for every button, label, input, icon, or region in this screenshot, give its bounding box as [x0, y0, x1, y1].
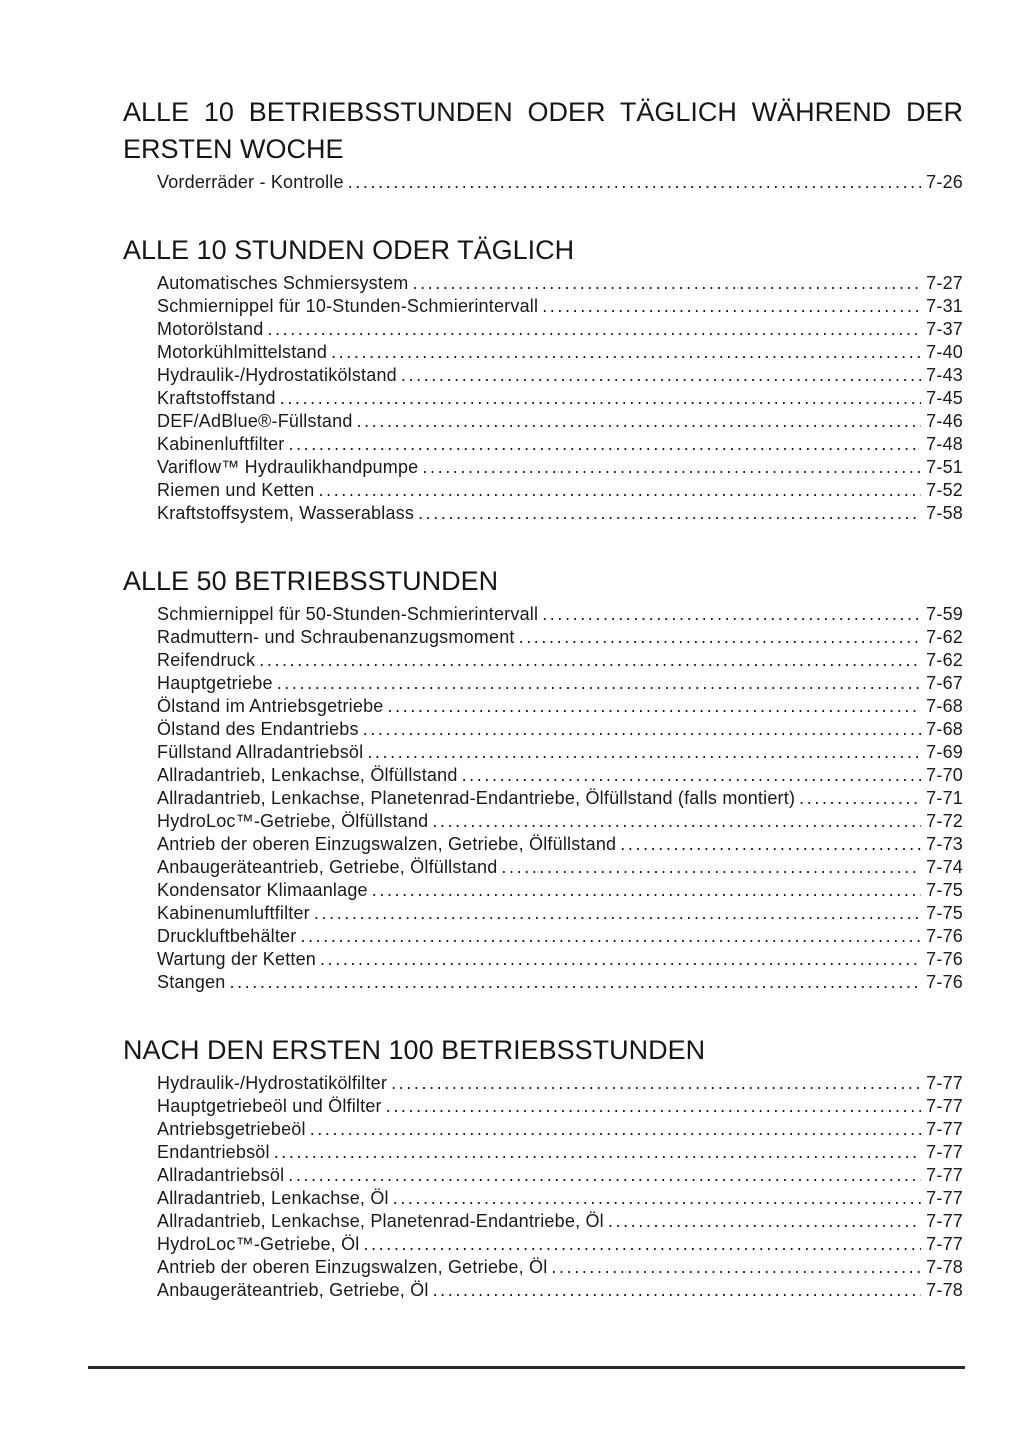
toc-entry-page: 7-27 — [926, 273, 963, 293]
toc-entry-label: Automatisches Schmiersystem — [157, 273, 409, 293]
dot-leader — [288, 433, 921, 456]
dot-leader — [401, 364, 921, 387]
toc-entry-page: 7-72 — [926, 811, 963, 831]
toc-entry — [157, 433, 963, 456]
toc-entry-page: 7-46 — [926, 411, 963, 431]
toc-entry — [157, 925, 963, 948]
toc-entry-label: Druckluftbehälter — [157, 926, 297, 946]
toc-entry — [157, 603, 963, 626]
dot-leader — [551, 1256, 921, 1279]
toc-entry — [157, 879, 963, 902]
toc-entry-label: Allradantrieb, Lenkachse, Ölfüllstand — [157, 765, 458, 785]
toc-entry-label: Allradantrieb, Lenkachse, Planetenrad-Endantriebe, Ölfüllstand (falls montiert) — [157, 788, 796, 808]
toc-entry — [157, 1072, 963, 1095]
toc-entry — [157, 341, 963, 364]
toc-entry — [157, 1210, 963, 1233]
toc-entry-page: 7-76 — [926, 972, 963, 992]
toc-entry — [157, 364, 963, 387]
toc-entry — [157, 1118, 963, 1141]
toc-entry — [157, 764, 963, 787]
toc-entry-label: Schmiernippel für 50-Stunden-Schmierintervall — [157, 604, 539, 624]
section-title-line: ALLE 10 STUNDEN ODER TÄGLICH — [123, 235, 575, 265]
dot-leader — [367, 741, 921, 764]
toc-entry — [157, 272, 963, 295]
toc-entry-label: Stangen — [157, 972, 226, 992]
toc-entry-page: 7-77 — [926, 1188, 963, 1208]
dot-leader — [300, 925, 921, 948]
toc-entry-label: Endantriebsöl — [157, 1142, 270, 1162]
toc-entry-label: HydroLoc™-Getriebe, Ölfüllstand — [157, 811, 429, 831]
toc-entry — [157, 787, 963, 810]
dot-leader — [288, 1164, 921, 1187]
toc-entry-page: 7-77 — [926, 1165, 963, 1185]
dot-leader — [542, 295, 921, 318]
toc-entry-page: 7-62 — [926, 650, 963, 670]
toc-entry — [157, 410, 963, 433]
toc-entry — [157, 1164, 963, 1187]
toc-entry-label: Kraftstoffstand — [157, 388, 276, 408]
dot-leader — [363, 1233, 921, 1256]
toc-entry-page: 7-77 — [926, 1211, 963, 1231]
toc-entry-page: 7-43 — [926, 365, 963, 385]
toc-entry-page: 7-77 — [926, 1096, 963, 1116]
toc-entry-page: 7-59 — [926, 604, 963, 624]
toc-entry — [157, 1141, 963, 1164]
toc-entry-page: 7-70 — [926, 765, 963, 785]
toc-entry — [157, 810, 963, 833]
toc-entry-label: Reifendruck — [157, 650, 256, 670]
dot-leader — [432, 810, 921, 833]
toc-entry-label: Anbaugeräteantrieb, Getriebe, Öl — [157, 1280, 429, 1300]
toc-list — [123, 171, 963, 194]
toc-entry-label: Antriebsgetriebeöl — [157, 1119, 306, 1139]
toc-entry-label: Schmiernippel für 10-Stunden-Schmierintervall — [157, 296, 539, 316]
dot-leader — [620, 833, 921, 856]
toc-section — [123, 94, 963, 194]
section-title-line: ALLE 10 BETRIEBSSTUNDEN ODER TÄGLICH WÄHREND DER — [123, 97, 963, 127]
toc-entry — [157, 971, 963, 994]
toc-entry-page: 7-68 — [926, 719, 963, 739]
toc-entry-label: Variflow™ Hydraulikhandpumpe — [157, 457, 419, 477]
toc-entry-label: DEF/AdBlue®-Füllstand — [157, 411, 353, 431]
dot-leader — [314, 902, 921, 925]
toc-entry-page: 7-74 — [926, 857, 963, 877]
dot-leader — [348, 171, 921, 194]
dot-leader — [372, 879, 921, 902]
toc-entry-label: Allradantrieb, Lenkachse, Öl — [157, 1188, 389, 1208]
dot-leader — [388, 695, 922, 718]
dot-leader — [608, 1210, 921, 1233]
toc-entry-page: 7-75 — [926, 903, 963, 923]
toc-list — [123, 603, 963, 994]
toc-entry-label: Allradantrieb, Lenkachse, Planetenrad-Endantriebe, Öl — [157, 1211, 604, 1231]
toc-entry — [157, 502, 963, 525]
toc-entry-label: Allradantriebsöl — [157, 1165, 285, 1185]
toc-entry-label: Antrieb der oberen Einzugswalzen, Getriebe, Öl — [157, 1257, 548, 1277]
dot-leader — [277, 672, 921, 695]
section-title-line: ERSTEN WOCHE — [123, 134, 344, 164]
toc-entry-label: Kraftstoffsystem, Wasserablass — [157, 503, 415, 523]
dot-leader — [319, 479, 922, 502]
dot-leader — [799, 787, 921, 810]
dot-leader — [331, 341, 921, 364]
toc-entry-label: Riemen und Ketten — [157, 480, 315, 500]
toc-entry — [157, 649, 963, 672]
toc-entry-page: 7-77 — [926, 1073, 963, 1093]
toc-entry-page: 7-51 — [926, 457, 963, 477]
dot-leader — [320, 948, 921, 971]
toc-entry-page: 7-40 — [926, 342, 963, 362]
dot-leader — [363, 718, 921, 741]
section-title-line: ALLE 50 BETRIEBSSTUNDEN — [123, 566, 499, 596]
toc-entry — [157, 741, 963, 764]
toc-entry-page: 7-48 — [926, 434, 963, 454]
toc-entry-label: Anbaugeräteantrieb, Getriebe, Ölfüllstand — [157, 857, 498, 877]
toc-entry-label: Antrieb der oberen Einzugswalzen, Getriebe, Ölfüllstand — [157, 834, 617, 854]
toc-entry-label: HydroLoc™-Getriebe, Öl — [157, 1234, 360, 1254]
toc-entry-page: 7-68 — [926, 696, 963, 716]
toc-list — [123, 1072, 963, 1302]
dot-leader — [386, 1095, 921, 1118]
toc-entry-label: Kondensator Klimaanlage — [157, 880, 368, 900]
toc-entry — [157, 1279, 963, 1302]
toc-entry-page: 7-77 — [926, 1234, 963, 1254]
toc-entry — [157, 718, 963, 741]
dot-leader — [462, 764, 922, 787]
toc-entry-label: Füllstand Allradantriebsöl — [157, 742, 364, 762]
toc-entry — [157, 479, 963, 502]
toc-entry-page: 7-73 — [926, 834, 963, 854]
toc-section — [123, 563, 963, 994]
toc-list — [123, 272, 963, 525]
dot-leader — [501, 856, 921, 879]
toc-content — [123, 94, 963, 1340]
toc-entry — [157, 1233, 963, 1256]
dot-leader — [542, 603, 921, 626]
toc-entry-label: Hydraulik-/Hydrostatikölstand — [157, 365, 397, 385]
toc-entry-label: Hauptgetriebe — [157, 673, 273, 693]
toc-entry — [157, 387, 963, 410]
toc-entry-label: Vorderräder - Kontrolle — [157, 172, 344, 192]
dot-leader — [412, 272, 921, 295]
toc-entry — [157, 1187, 963, 1210]
toc-entry-page: 7-78 — [926, 1280, 963, 1300]
toc-section — [123, 1032, 963, 1302]
dot-leader — [357, 410, 922, 433]
toc-entry-page: 7-37 — [926, 319, 963, 339]
dot-leader — [280, 387, 921, 410]
dot-leader — [310, 1118, 921, 1141]
toc-entry — [157, 948, 963, 971]
toc-section — [123, 232, 963, 525]
footer-divider — [88, 1366, 965, 1369]
dot-leader — [393, 1187, 921, 1210]
section-title-line: NACH DEN ERSTEN 100 BETRIEBSSTUNDEN — [123, 1035, 706, 1065]
section-title — [123, 232, 963, 269]
toc-entry-page: 7-62 — [926, 627, 963, 647]
toc-entry-label: Kabinenumluftfilter — [157, 903, 310, 923]
toc-entry-page: 7-77 — [926, 1119, 963, 1139]
toc-entry-page: 7-69 — [926, 742, 963, 762]
dot-leader — [391, 1072, 921, 1095]
toc-entry — [157, 456, 963, 479]
dot-leader — [433, 1279, 922, 1302]
dot-leader — [274, 1141, 921, 1164]
toc-entry — [157, 295, 963, 318]
toc-entry-label: Ölstand im Antriebsgetriebe — [157, 696, 384, 716]
toc-entry — [157, 1256, 963, 1279]
toc-entry-page: 7-71 — [926, 788, 963, 808]
toc-entry-label: Kabinenluftfilter — [157, 434, 285, 454]
dot-leader — [519, 626, 922, 649]
toc-entry — [157, 626, 963, 649]
toc-entry — [157, 856, 963, 879]
toc-entry — [157, 171, 963, 194]
dot-leader — [267, 318, 921, 341]
toc-entry — [157, 672, 963, 695]
toc-entry — [157, 695, 963, 718]
toc-entry — [157, 318, 963, 341]
toc-entry — [157, 1095, 963, 1118]
toc-entry-page: 7-77 — [926, 1142, 963, 1162]
toc-entry-label: Hydraulik-/Hydrostatikölfilter — [157, 1073, 388, 1093]
toc-entry-page: 7-67 — [926, 673, 963, 693]
toc-entry-label: Motorölstand — [157, 319, 264, 339]
section-title — [123, 563, 963, 600]
toc-entry-label: Wartung der Ketten — [157, 949, 317, 969]
dot-leader — [229, 971, 921, 994]
toc-entry-page: 7-58 — [926, 503, 963, 523]
toc-entry-label: Motorkühlmittelstand — [157, 342, 328, 362]
toc-entry-page: 7-26 — [926, 172, 963, 192]
section-title — [123, 94, 963, 168]
toc-entry — [157, 902, 963, 925]
toc-entry-page: 7-75 — [926, 880, 963, 900]
toc-entry-page: 7-78 — [926, 1257, 963, 1277]
section-title — [123, 1032, 963, 1069]
toc-entry-page: 7-76 — [926, 949, 963, 969]
toc-entry — [157, 833, 963, 856]
toc-entry-page: 7-76 — [926, 926, 963, 946]
dot-leader — [418, 502, 921, 525]
toc-entry-label: Ölstand des Endantriebs — [157, 719, 359, 739]
dot-leader — [422, 456, 921, 479]
toc-entry-label: Radmuttern- und Schraubenanzugsmoment — [157, 627, 515, 647]
dot-leader — [259, 649, 921, 672]
toc-entry-page: 7-45 — [926, 388, 963, 408]
toc-entry-label: Hauptgetriebeöl und Ölfilter — [157, 1096, 382, 1116]
toc-entry-page: 7-31 — [926, 296, 963, 316]
toc-entry-page: 7-52 — [926, 480, 963, 500]
